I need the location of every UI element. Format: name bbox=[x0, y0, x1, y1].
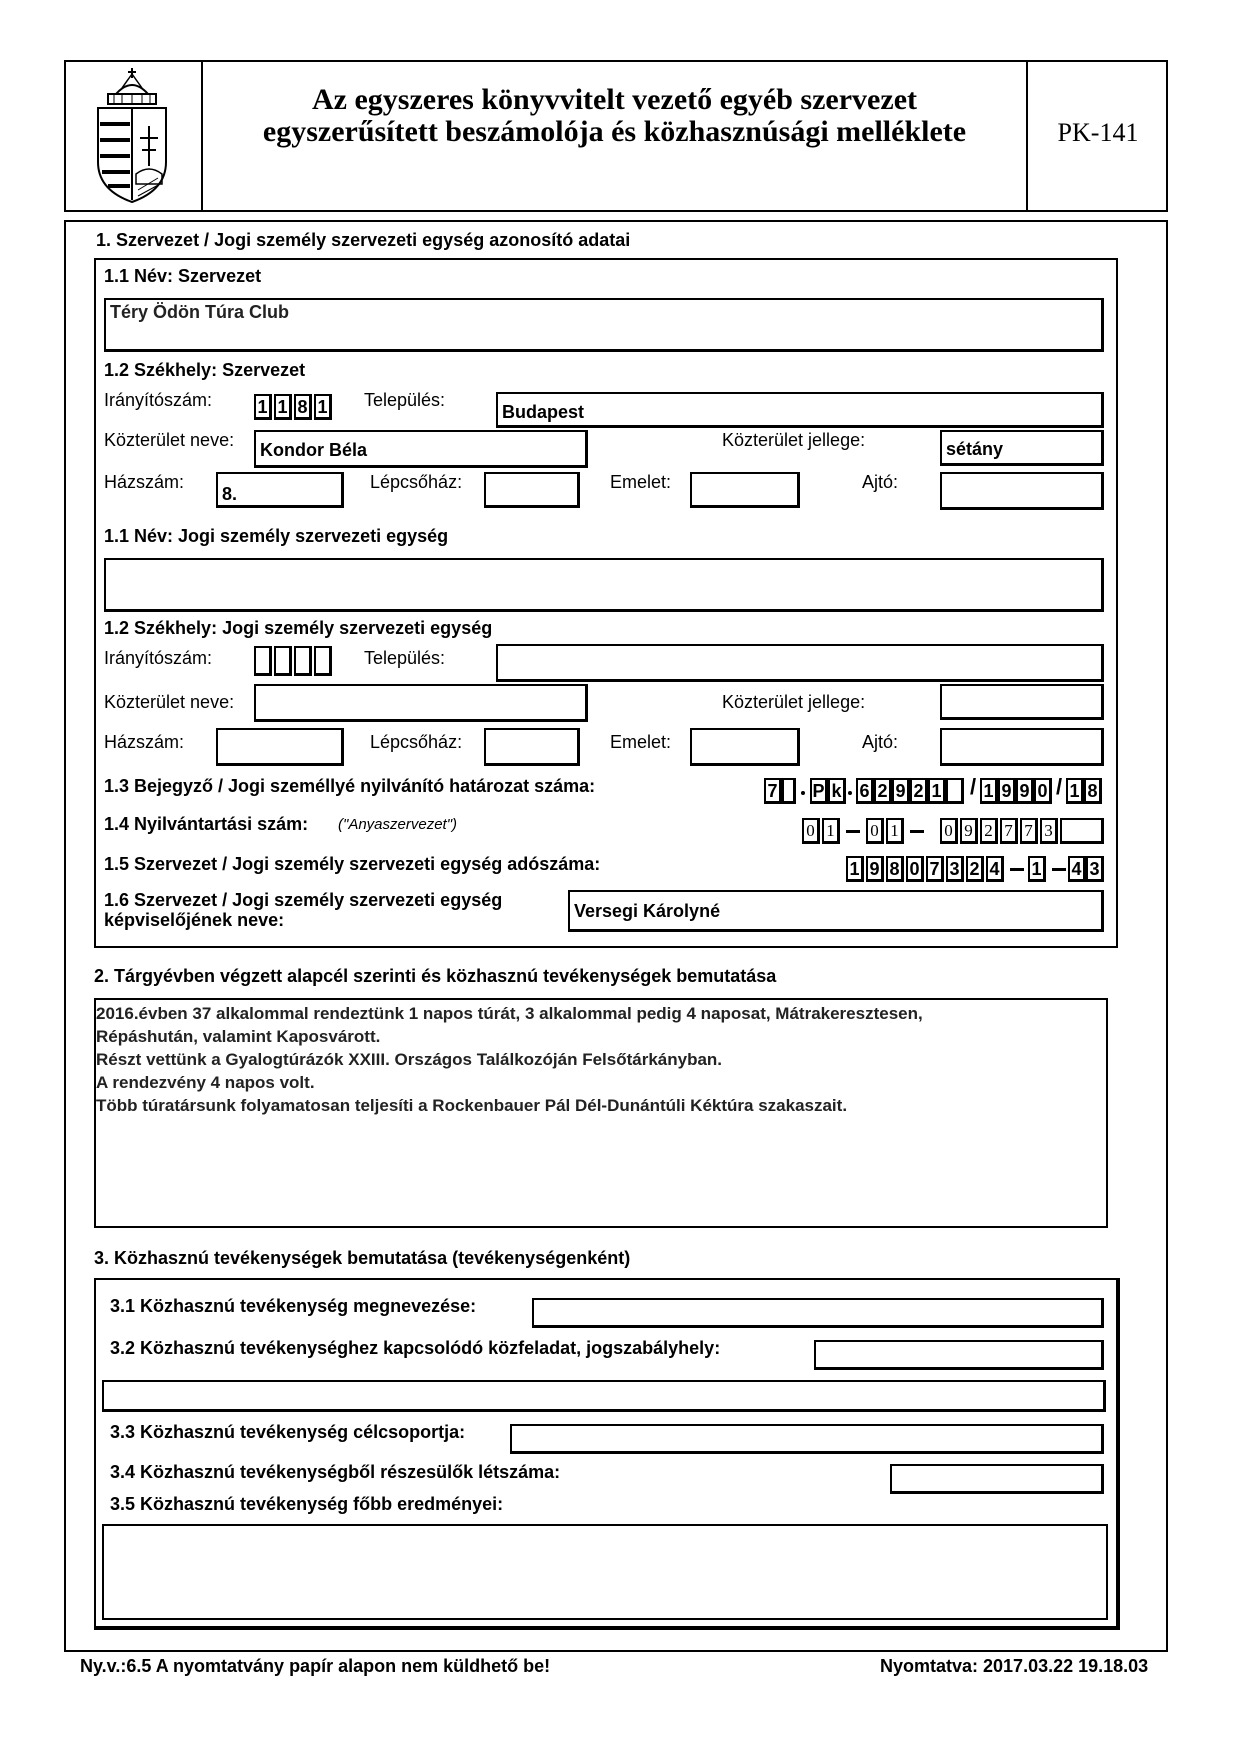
city-field[interactable] bbox=[496, 392, 1104, 428]
form-title bbox=[203, 84, 1026, 148]
reg-year-digit[interactable]: 1 bbox=[980, 778, 998, 804]
tax-digit[interactable]: 3 bbox=[946, 856, 964, 882]
activities-description-field[interactable] bbox=[94, 998, 1108, 1228]
reg-number-digit[interactable]: 9 bbox=[892, 778, 910, 804]
section3-title: 3. Közhasznú tevékenységek bemutatása (tevékenységenként) bbox=[94, 1248, 631, 1268]
tax-digit[interactable]: 2 bbox=[966, 856, 984, 882]
city-value: Budapest bbox=[502, 402, 585, 422]
unit-zip-digit[interactable] bbox=[254, 646, 272, 676]
target-group-label: 3.3 Közhasznú tevékenység célcsoportja: bbox=[110, 1422, 466, 1442]
unit-city-label: Település: bbox=[364, 648, 446, 668]
unit-zip-label: Irányítószám: bbox=[104, 648, 213, 668]
representative-label bbox=[104, 890, 502, 930]
floor-field[interactable] bbox=[690, 472, 800, 508]
reg-number-digit[interactable] bbox=[946, 778, 964, 804]
registry-number-label: 1.4 Nyilvántartási szám: bbox=[104, 814, 309, 834]
registry-dash bbox=[910, 830, 924, 833]
beneficiaries-count-label: 3.4 Közhasznú tevékenységből részesülők létszáma: bbox=[110, 1462, 561, 1482]
registry-digit[interactable]: 0 bbox=[866, 818, 884, 844]
registry-digit[interactable]: 0 bbox=[940, 818, 958, 844]
unit-house-number-field[interactable] bbox=[216, 728, 344, 766]
unit-zip-digit[interactable] bbox=[274, 646, 292, 676]
tax-digit[interactable]: 1 bbox=[1028, 856, 1046, 882]
registry-digit[interactable]: 0 bbox=[802, 818, 820, 844]
unit-house-number-label: Házszám: bbox=[104, 732, 185, 752]
stair-field[interactable] bbox=[484, 472, 580, 508]
tax-digit[interactable]: 9 bbox=[866, 856, 884, 882]
unit-floor-label: Emelet: bbox=[610, 732, 672, 752]
reg-number-digit[interactable]: 1 bbox=[928, 778, 946, 804]
public-task-field[interactable] bbox=[102, 1380, 1106, 1412]
representative-value: Versegi Károlyné bbox=[574, 901, 721, 921]
reg-court-digit[interactable] bbox=[782, 778, 796, 804]
description-line: Részt vettünk a Gyalogtúrázók XXIII. Országos Találkozóján Felsőtárkányban. bbox=[96, 1050, 723, 1069]
representative-label-line2: képviselőjének neve: bbox=[104, 910, 285, 930]
footer-note: Ny.v.:6.5 A nyomtatvány papír alapon nem küldhető be! bbox=[80, 1656, 551, 1676]
footer-print-date: Nyomtatva: 2017.03.22 19.18.03 bbox=[880, 1656, 1149, 1676]
registry-digit[interactable]: 3 bbox=[1040, 818, 1058, 844]
public-task-field-short[interactable] bbox=[814, 1340, 1104, 1370]
reg-year-digit[interactable]: 9 bbox=[998, 778, 1016, 804]
reg-suffix-digit[interactable]: 8 bbox=[1084, 778, 1102, 804]
registry-digit[interactable]: 7 bbox=[1000, 818, 1018, 844]
city-label: Település: bbox=[364, 390, 446, 410]
unit-street-type-label: Közterület jellege: bbox=[722, 692, 866, 712]
reg-number-digit[interactable]: 2 bbox=[910, 778, 928, 804]
unit-stair-label: Lépcsőház: bbox=[370, 732, 463, 752]
unit-seat-label: 1.2 Székhely: Jogi személy szervezeti egység bbox=[104, 618, 493, 638]
representative-label-line1: 1.6 Szervezet / Jogi személy szervezeti egység bbox=[104, 890, 503, 910]
registry-note: ("Anyaszervezet") bbox=[338, 816, 458, 833]
activity-name-label: 3.1 Közhasznú tevékenység megnevezése: bbox=[110, 1296, 477, 1316]
description-line: A rendezvény 4 napos volt. bbox=[96, 1073, 315, 1092]
unit-street-name-label: Közterület neve: bbox=[104, 692, 235, 712]
form-title-line2: egyszerűsített beszámolója és közhasznúsági melléklete bbox=[262, 115, 967, 148]
zip-digit[interactable]: 1 bbox=[254, 394, 272, 420]
reg-number-digit[interactable]: 2 bbox=[874, 778, 892, 804]
street-name-value: Kondor Béla bbox=[260, 440, 368, 460]
reg-year-digit[interactable]: 9 bbox=[1016, 778, 1034, 804]
unit-street-name-field[interactable] bbox=[254, 684, 588, 722]
unit-street-type-field[interactable] bbox=[940, 684, 1104, 720]
org-name-label: 1.1 Név: Szervezet bbox=[104, 266, 262, 286]
org-name-value: Téry Ödön Túra Club bbox=[110, 302, 290, 322]
activity-name-field[interactable] bbox=[532, 1298, 1104, 1328]
registry-digit[interactable]: 9 bbox=[960, 818, 978, 844]
tax-digit[interactable]: 1 bbox=[846, 856, 864, 882]
tax-number-label: 1.5 Szervezet / Jogi személy szervezeti egység adószáma: bbox=[104, 854, 601, 874]
unit-city-field[interactable] bbox=[496, 644, 1104, 682]
unit-floor-field[interactable] bbox=[690, 728, 800, 766]
reg-number-digit[interactable]: 6 bbox=[856, 778, 874, 804]
reg-slash: / bbox=[1056, 774, 1063, 799]
registry-digit[interactable]: 1 bbox=[822, 818, 840, 844]
reg-separator-dot bbox=[848, 791, 852, 795]
reg-court-digit[interactable]: 7 bbox=[764, 778, 782, 804]
unit-name-field[interactable] bbox=[104, 558, 1104, 612]
zip-digit[interactable]: 1 bbox=[314, 394, 332, 420]
stair-label: Lépcsőház: bbox=[370, 472, 463, 492]
street-type-label: Közterület jellege: bbox=[722, 430, 866, 450]
reg-separator-dot bbox=[801, 791, 805, 795]
unit-zip-digit[interactable] bbox=[314, 646, 332, 676]
tax-dash bbox=[1010, 868, 1024, 871]
reg-slash: / bbox=[970, 774, 977, 799]
door-label: Ajtó: bbox=[862, 472, 899, 492]
beneficiaries-count-field[interactable] bbox=[890, 1464, 1104, 1494]
unit-door-field[interactable] bbox=[940, 728, 1104, 766]
org-name-field[interactable] bbox=[104, 298, 1104, 352]
unit-stair-field[interactable] bbox=[484, 728, 580, 766]
registry-digit[interactable] bbox=[1060, 818, 1104, 844]
representative-field[interactable] bbox=[568, 890, 1104, 932]
tax-digit[interactable]: 7 bbox=[926, 856, 944, 882]
main-results-label: 3.5 Közhasznú tevékenység főbb eredményei: bbox=[110, 1494, 504, 1514]
house-number-field[interactable] bbox=[216, 472, 344, 508]
zip-digit[interactable]: 1 bbox=[274, 394, 292, 420]
reg-decision-label: 1.3 Bejegyző / Jogi személlyé nyilvánító határozat száma: bbox=[104, 776, 596, 796]
target-group-field[interactable] bbox=[510, 1424, 1104, 1454]
street-type-field[interactable] bbox=[940, 430, 1104, 466]
reg-pk-letter[interactable]: k bbox=[828, 778, 846, 804]
description-line: Répáshután, valamint Kaposvárott. bbox=[96, 1027, 381, 1046]
tax-digit[interactable]: 8 bbox=[886, 856, 904, 882]
section1-title: 1. Szervezet / Jogi személy szervezeti egység azonosító adatai bbox=[96, 230, 631, 250]
form-title-line1: Az egyszeres könyvvitelt vezető egyéb szervezet bbox=[311, 83, 917, 116]
registry-digit[interactable]: 2 bbox=[980, 818, 998, 844]
registry-digit[interactable]: 7 bbox=[1020, 818, 1038, 844]
tax-dash bbox=[1052, 868, 1066, 871]
registry-digit[interactable]: 1 bbox=[886, 818, 904, 844]
zip-label: Irányítószám: bbox=[104, 390, 213, 410]
street-type-value: sétány bbox=[946, 439, 1004, 459]
street-name-label: Közterület neve: bbox=[104, 430, 235, 450]
form-code: PK-141 bbox=[1057, 118, 1139, 147]
floor-label: Emelet: bbox=[610, 472, 672, 492]
main-results-field[interactable] bbox=[102, 1524, 1108, 1620]
zip-digit[interactable]: 8 bbox=[294, 394, 312, 420]
reg-pk-letter[interactable]: P bbox=[810, 778, 828, 804]
unit-door-label: Ajtó: bbox=[862, 732, 899, 752]
tax-digit[interactable]: 4 bbox=[1068, 856, 1086, 882]
registry-dash bbox=[846, 830, 860, 833]
house-number-label: Házszám: bbox=[104, 472, 185, 492]
description-line: Több túratársunk folyamatosan teljesíti a Rockenbauer Pál Dél-Dunántúli Kéktúra szakaszait. bbox=[96, 1096, 848, 1115]
description-line: 2016.évben 37 alkalommal rendeztünk 1 napos túrát, 3 alkalommal pedig 4 naposat, Mátrakeresztesen, bbox=[96, 1004, 923, 1023]
public-task-label: 3.2 Közhasznú tevékenységhez kapcsolódó közfeladat, jogszabályhely: bbox=[110, 1338, 721, 1358]
reg-suffix-digit[interactable]: 1 bbox=[1066, 778, 1084, 804]
house-number-value: 8. bbox=[222, 484, 238, 504]
tax-digit[interactable]: 0 bbox=[906, 856, 924, 882]
unit-zip-digit[interactable] bbox=[294, 646, 312, 676]
tax-digit[interactable]: 3 bbox=[1086, 856, 1104, 882]
section2-title: 2. Tárgyévben végzett alapcél szerinti és közhasznú tevékenységek bemutatása bbox=[94, 966, 777, 986]
street-name-field[interactable] bbox=[254, 430, 588, 468]
coat-of-arms-emblem bbox=[92, 66, 172, 206]
door-field[interactable] bbox=[940, 472, 1104, 510]
reg-year-digit[interactable]: 0 bbox=[1034, 778, 1052, 804]
org-seat-label: 1.2 Székhely: Szervezet bbox=[104, 360, 306, 380]
unit-name-label: 1.1 Név: Jogi személy szervezeti egység bbox=[104, 526, 449, 546]
tax-digit[interactable]: 4 bbox=[986, 856, 1004, 882]
